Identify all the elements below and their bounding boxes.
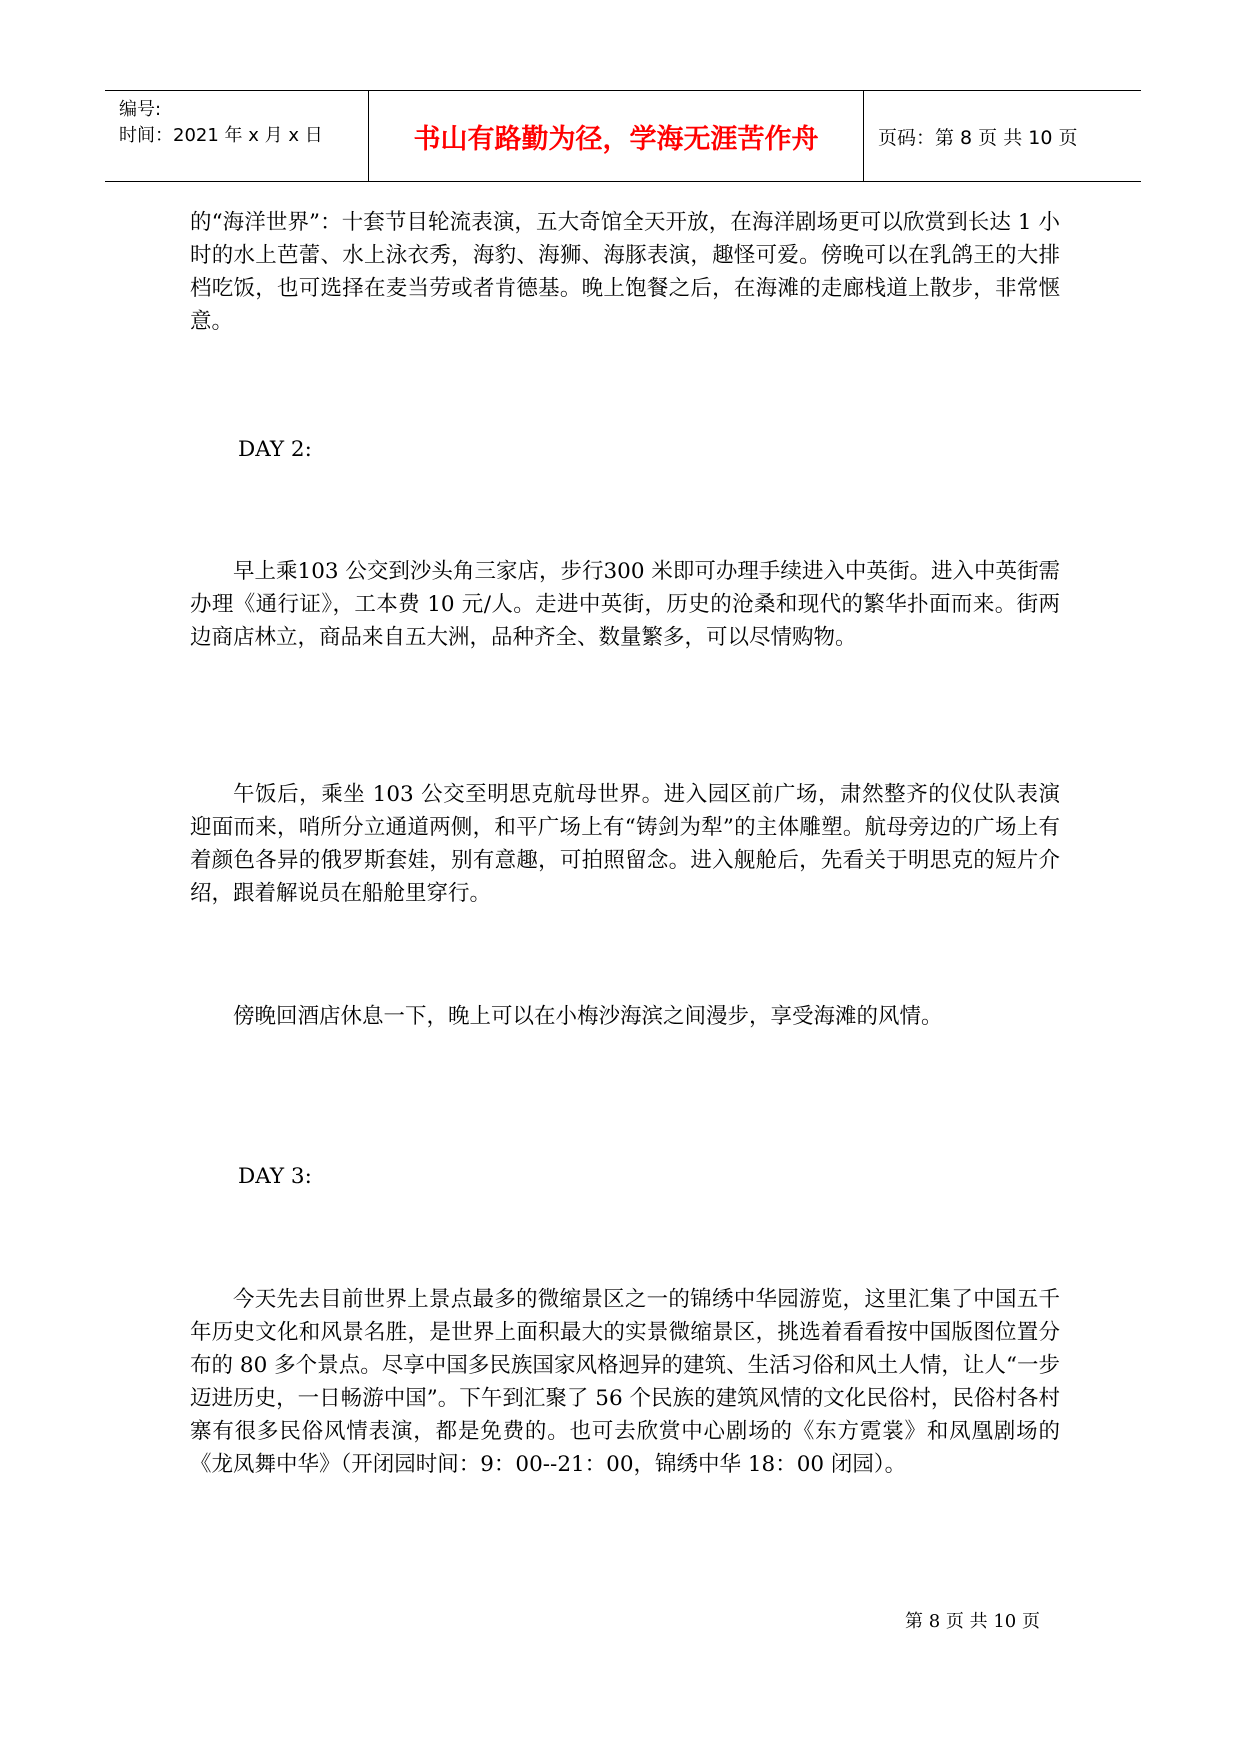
header-motto-cell: [369, 91, 864, 181]
page-header: [105, 90, 1141, 182]
page-footer: 第 8 页 共 10 页: [905, 1611, 1040, 1632]
day-2-heading: DAY 2:: [238, 437, 312, 462]
header-page-cell: [864, 91, 1141, 181]
header-page-number: 页码：第 8 页 共 10 页: [878, 126, 1078, 149]
header-motto: 书山有路勤为径，学海无涯苦作舟: [413, 123, 819, 155]
paragraph-zhongying-street: 早上乘103 公交到沙头角三家店，步行300 米即可办理手续进入中英街。进入中英街需办理《通行证》，工本费 10 元/人。走进中英街，历史的沧桑和现代的繁华扑面而来。街两边商店林立，商品来自五大洲，品种齐全、数量繁多，可以尽情购物。: [190, 559, 1060, 650]
document-time-label: 时间：2021 年 x 月 x 日: [119, 125, 323, 146]
paragraph-ocean-world: 的“海洋世界”：十套节目轮流表演，五大奇馆全天开放，在海洋剧场更可以欣赏到长达 1 小时的水上芭蕾、水上泳衣秀，海豹、海狮、海豚表演，趣怪可爱。傍晚可以在乳鸽王的大排档吃饭，也可选择在麦当劳或者肯德基。晚上饱餐之后，在海滩的走廊栈道上散步，非常惬意。: [190, 210, 1060, 334]
document-number-label: 编号:: [119, 99, 162, 120]
paragraph-splendid-china: 今天先去目前世界上景点最多的微缩景区之一的锦绣中华园游览，这里汇集了中国五千年历史文化和风景名胜，是世界上面积最大的实景微缩景区，挑选着看看按中国版图位置分布的 80 多个景点。尽享中国多民族国家风格迥异的建筑、生活习俗和风土人情，让人“一步迈进历史，一日畅游中国”。下午到汇聚了 56 个民族的建筑风情的文化民俗村，民俗村各村寨有很多民俗风情表演，都是免费的。也可去欣赏中心剧场的《东方霓裳》和凤凰剧场的《龙凤舞中华》（开闭园时间：9：00--21：00，锦绣中华 18：00 闭园）。: [190, 1287, 1060, 1477]
paragraph-minsk-world: 午饭后，乘坐 103 公交至明思克航母世界。进入园区前广场，肃然整齐的仪仗队表演迎面而来，哨所分立通道两侧，和平广场上有“铸剑为犁”的主体雕塑。航母旁边的广场上有着颜色各异的俄罗斯套娃，别有意趣，可拍照留念。进入舰舱后，先看关于明思克的短片介绍，跟着解说员在船舱里穿行。: [190, 782, 1060, 906]
day-3-heading: DAY 3:: [238, 1164, 312, 1189]
header-info-cell: [105, 91, 369, 181]
paragraph-evening-beach: 傍晚回酒店休息一下，晚上可以在小梅沙海滨之间漫步，享受海滩的风情。: [233, 1004, 943, 1029]
